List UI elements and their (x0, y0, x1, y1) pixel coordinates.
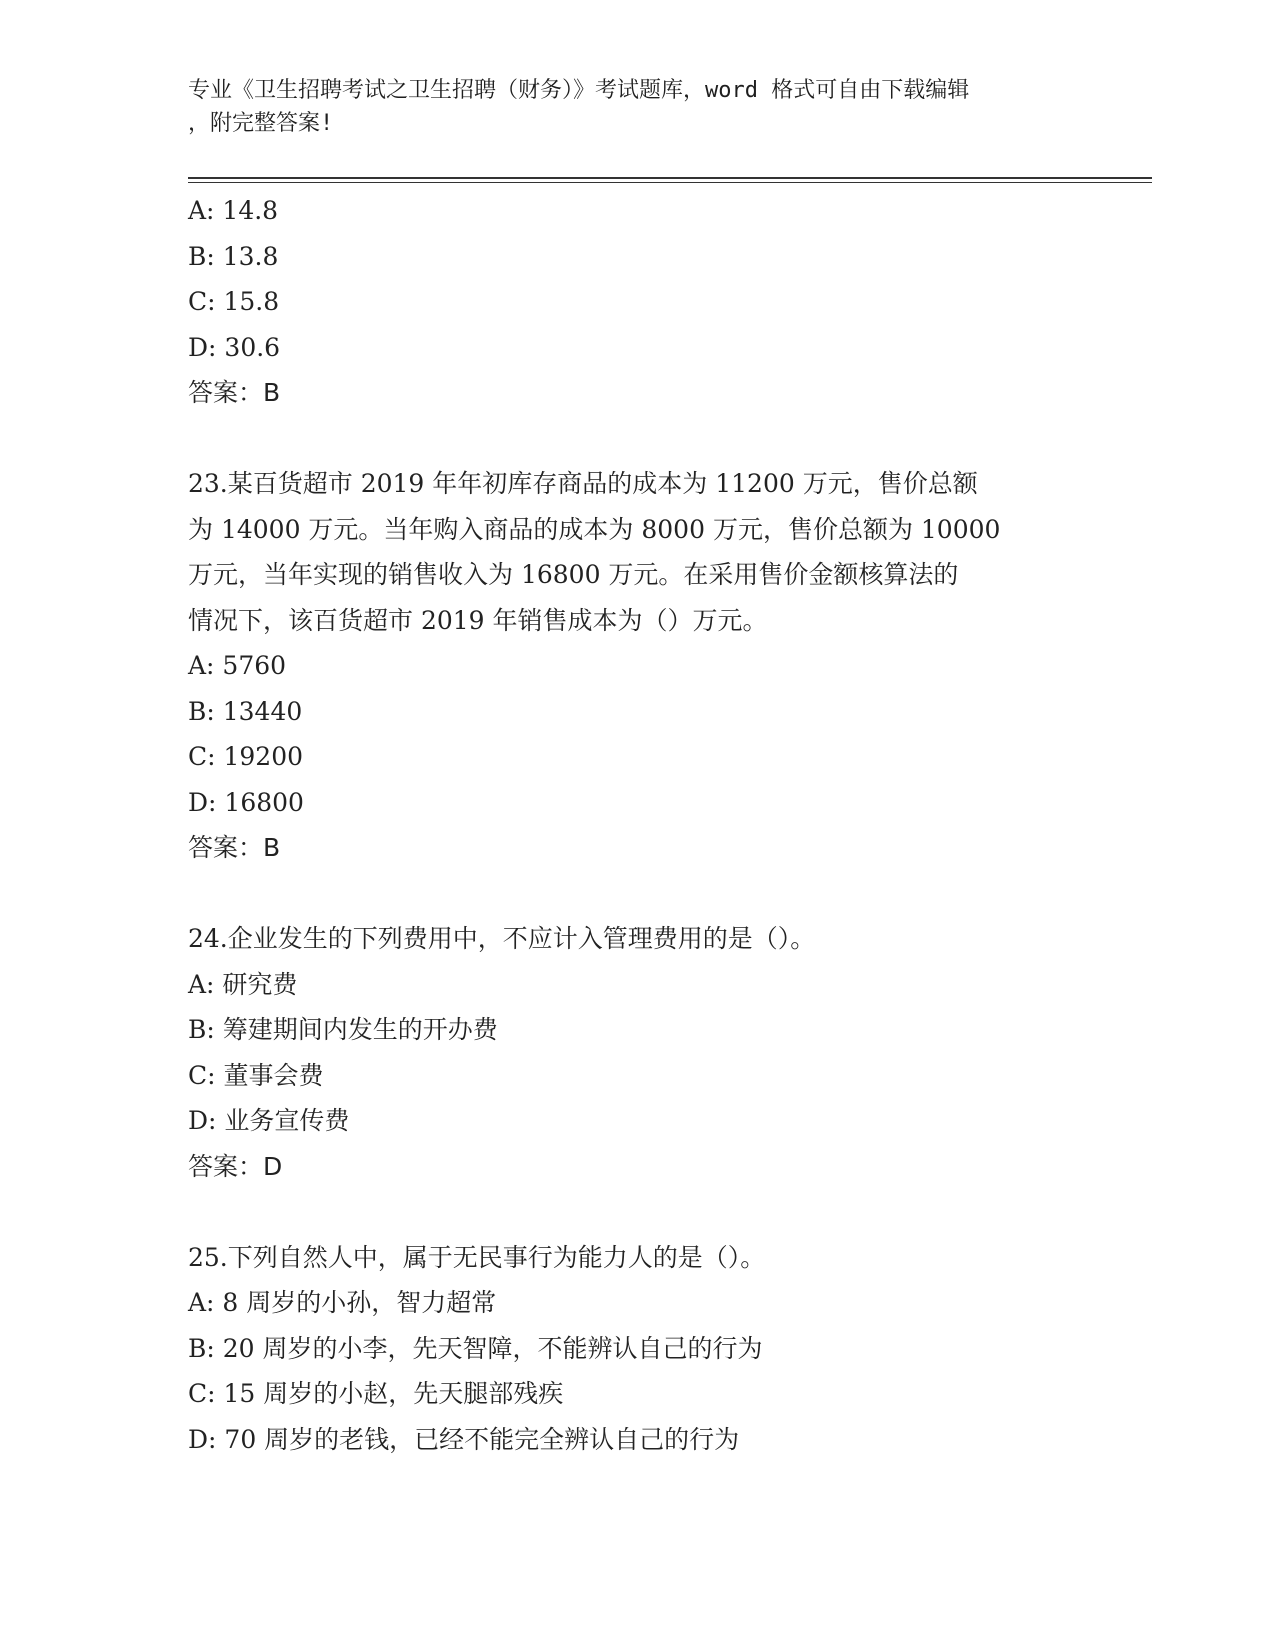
option-c: C: 董事会费 (188, 1060, 324, 1090)
answer-line: 答案：B (188, 833, 281, 862)
answer-line: 答案：D (188, 1151, 283, 1181)
header-line-1: 专业《卫生招聘考试之卫生招聘（财务）》考试题库，word 格式可自由下载编辑 (188, 78, 970, 103)
document-header (188, 74, 1088, 140)
question-text-line: 为 14000 万元。当年购入商品的成本为 8000 万元，售价总额为 10000 (188, 514, 1001, 544)
option-b: B: 13.8 (188, 241, 279, 271)
option-d: D: 70 周岁的老钱，已经不能完全辨认自己的行为 (188, 1424, 740, 1454)
question-23 (188, 461, 1088, 871)
question-25 (188, 1235, 1088, 1463)
question-text-line: 万元，当年实现的销售收入为 16800 万元。在采用售价金额核算法的 (188, 560, 959, 589)
option-c: C: 15.8 (188, 287, 280, 316)
option-a: A: 14.8 (188, 196, 279, 225)
option-b: B: 20 周岁的小李，先天智障，不能辨认自己的行为 (188, 1333, 763, 1363)
question-22 (188, 188, 1088, 416)
option-c: C: 19200 (188, 742, 304, 771)
option-a: A: 5760 (188, 651, 287, 680)
option-c: C: 15 周岁的小赵，先天腿部残疾 (188, 1379, 564, 1408)
spacer (188, 871, 1088, 917)
answer-line: 答案：B (188, 378, 281, 407)
option-a: A: 研究费 (188, 969, 298, 999)
header-line-2: ，附完整答案! (188, 111, 334, 136)
question-text-line: 23.某百货超市 2019 年年初库存商品的成本为 11200 万元，售价总额 (188, 469, 978, 498)
header-divider-thick (188, 177, 1152, 179)
spacer (188, 1189, 1088, 1235)
option-b: B: 筹建期间内发生的开办费 (188, 1015, 498, 1044)
question-text-line: 24.企业发生的下列费用中，不应计入管理费用的是（）。 (188, 924, 816, 953)
option-d: D: 业务宣传费 (188, 1106, 350, 1135)
question-list (188, 188, 1088, 1462)
question-text-line: 情况下，该百货超市 2019 年销售成本为（）万元。 (188, 605, 768, 635)
option-b: B: 13440 (188, 696, 303, 726)
option-d: D: 30.6 (188, 332, 281, 362)
question-text-line: 25.下列自然人中，属于无民事行为能力人的是（）。 (188, 1242, 766, 1272)
spacer (188, 416, 1088, 462)
option-a: A: 8 周岁的小孙，智力超常 (188, 1288, 497, 1317)
header-divider-thin (188, 182, 1152, 183)
question-24 (188, 916, 1088, 1189)
option-d: D: 16800 (188, 787, 304, 817)
